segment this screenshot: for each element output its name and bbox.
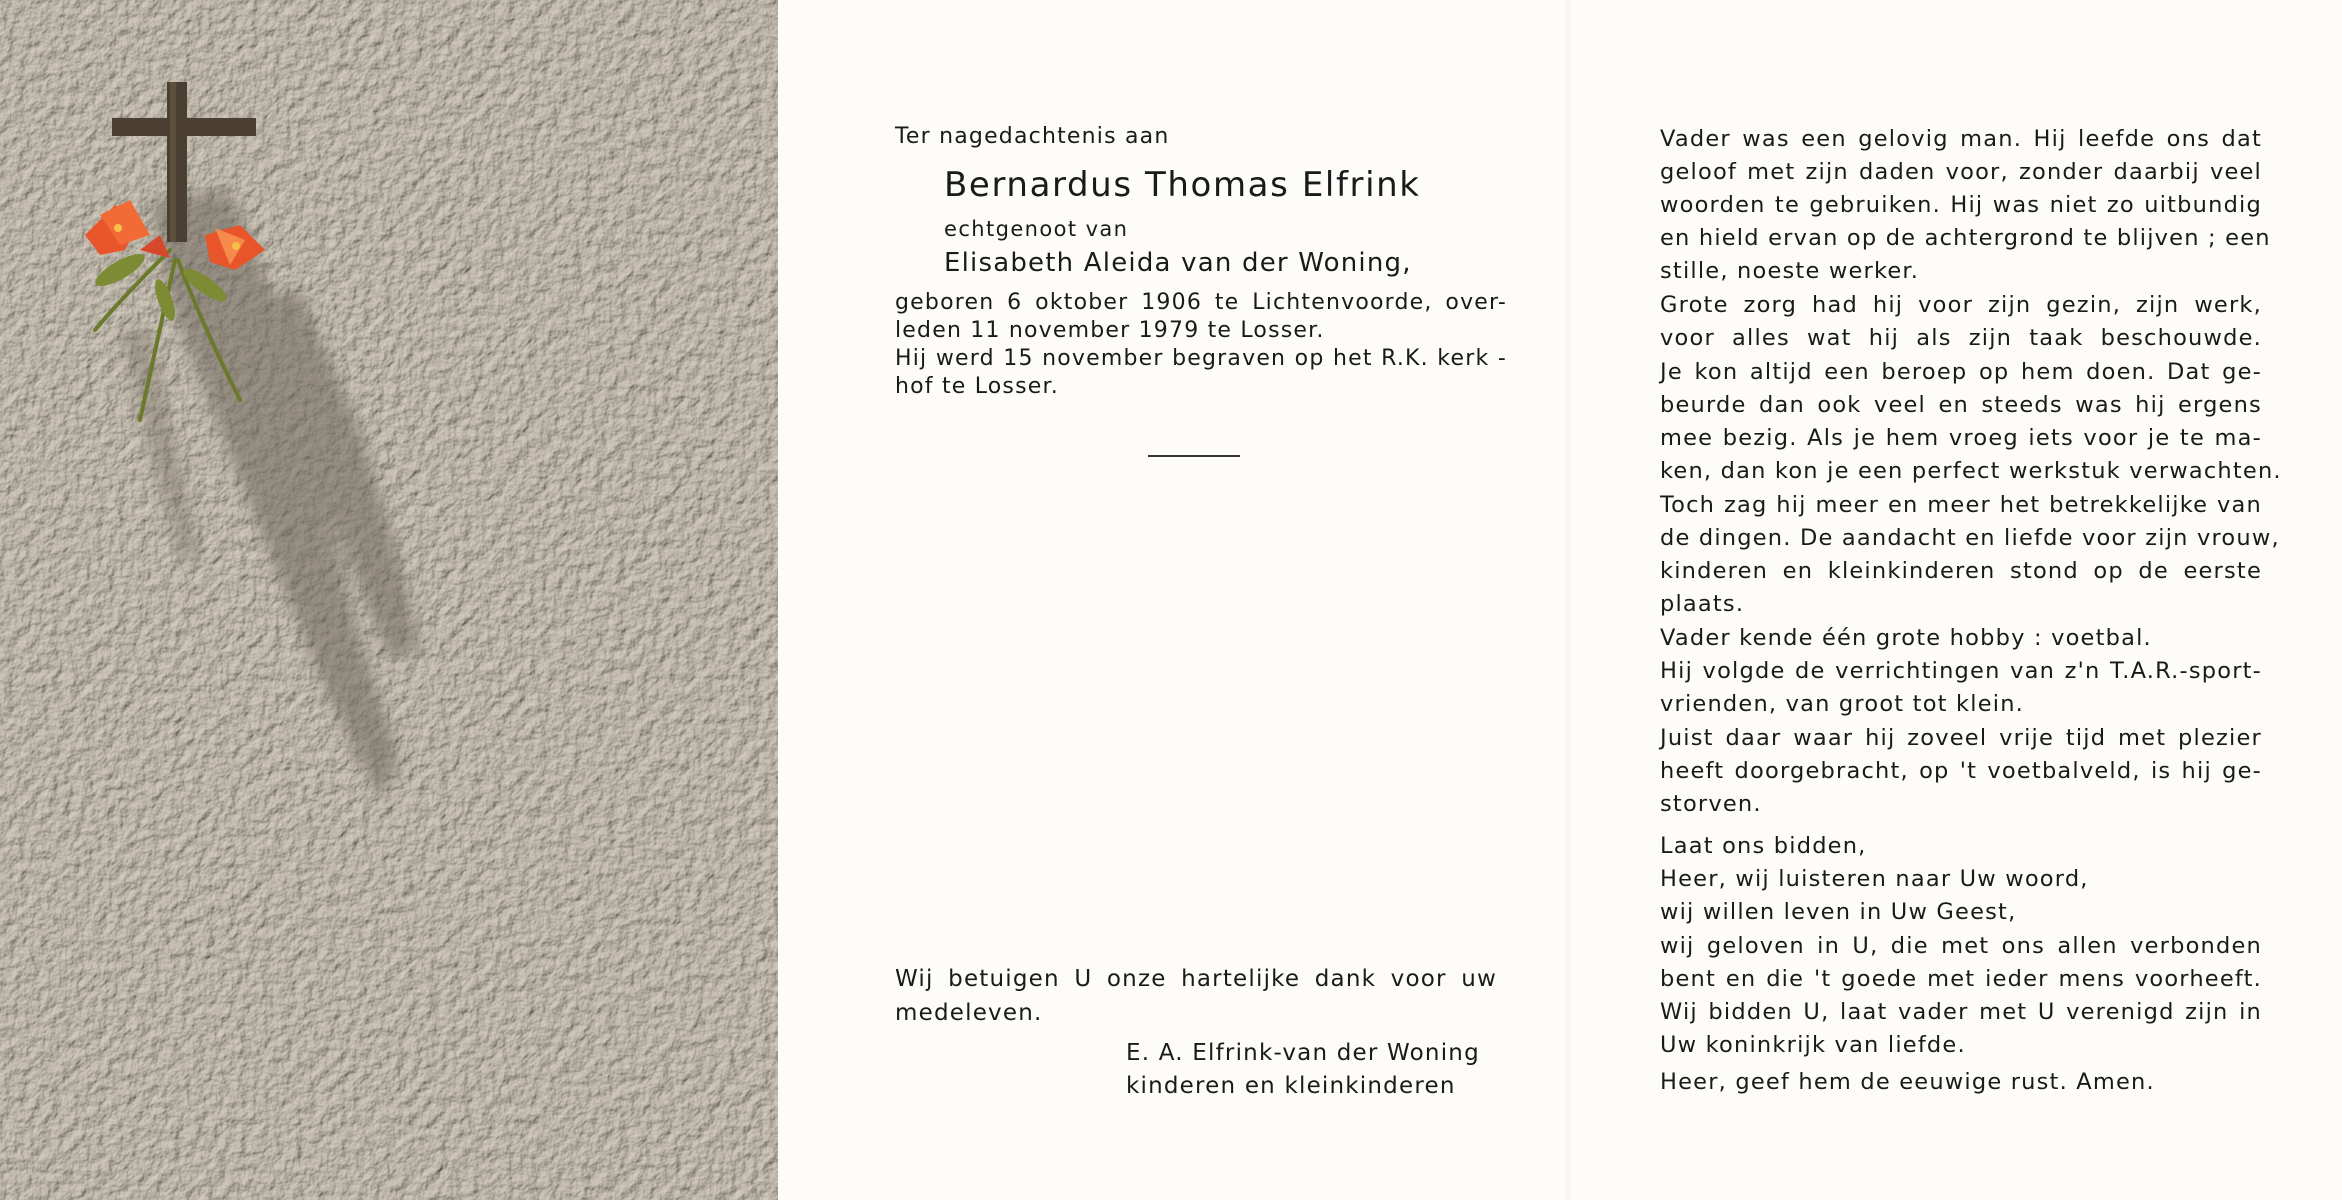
- text-line: beurde dan ook veel en steeds was hij ergens: [1660, 392, 2262, 418]
- prayer-line: Uw koninkrijk van liefde.: [1660, 1032, 1966, 1058]
- divider: [1148, 455, 1240, 457]
- intro-text: Ter nagedachtenis aan: [895, 124, 1170, 149]
- thanks-line: Wij betuigen U onze hartelijke dank voor uw: [895, 966, 1497, 992]
- memorial-card-text-page: [1568, 0, 2342, 1200]
- text-line: Grote zorg had hij voor zijn gezin, zijn werk,: [1660, 292, 2262, 318]
- details-line: leden 11 november 1979 te Losser.: [895, 318, 1325, 343]
- deceased-name: Bernardus Thomas Elfrink: [944, 165, 1421, 205]
- text-line: mee bezig. Als je hem vroeg iets voor je te ma-: [1660, 425, 2262, 451]
- prayer-line: bent en die 't goede met ieder mens voorheeft.: [1660, 966, 2262, 992]
- text-line: vrienden, van groot tot klein.: [1660, 691, 2025, 717]
- text-line: Vader kende één grote hobby : voetbal.: [1660, 625, 2152, 651]
- prayer-line: Heer, geef hem de eeuwige rust. Amen.: [1660, 1069, 2155, 1095]
- text-line: en hield ervan op de achtergrond te blijven ; een: [1660, 225, 2271, 251]
- text-line: Toch zag hij meer en meer het betrekkelijke van: [1660, 492, 2262, 518]
- text-line: kinderen en kleinkinderen stond op de eerste: [1660, 558, 2262, 584]
- details-line: hof te Losser.: [895, 374, 1059, 399]
- text-line: geloof met zijn daden voor, zonder daarbij veel: [1660, 159, 2262, 185]
- prayer-line: Wij bidden U, laat vader met U verenigd zijn in: [1660, 999, 2262, 1025]
- crucifix-with-lilies-icon: [0, 0, 778, 1200]
- memorial-photo: [0, 0, 778, 1200]
- thanks-line: medeleven.: [895, 1000, 1043, 1026]
- signature-line: E. A. Elfrink-van der Woning: [1126, 1040, 1480, 1066]
- text-line: Vader was een gelovig man. Hij leefde ons dat: [1660, 126, 2262, 152]
- prayer-line: Laat ons bidden,: [1660, 833, 1867, 859]
- details-line: geboren 6 oktober 1906 te Lichtenvoorde, over-: [895, 290, 1507, 315]
- details-line: Hij werd 15 november begraven op het R.K. kerk -: [895, 346, 1507, 371]
- prayer-line: wij geloven in U, die met ons allen verbonden: [1660, 933, 2262, 959]
- text-line: Hij volgde de verrichtingen van z'n T.A.R.-sport-: [1660, 658, 2262, 684]
- spouse-name: Elisabeth Aleida van der Woning,: [944, 248, 1412, 278]
- text-line: Je kon altijd een beroep op hem doen. Dat ge-: [1660, 359, 2262, 385]
- text-line: ken, dan kon je een perfect werkstuk verwachten.: [1660, 458, 2282, 484]
- text-line: voor alles wat hij als zijn taak beschouwde.: [1660, 325, 2262, 351]
- text-line: storven.: [1660, 791, 1762, 817]
- prayer-line: wij willen leven in Uw Geest,: [1660, 899, 2017, 925]
- text-line: stille, noeste werker.: [1660, 258, 1920, 284]
- spouse-label: echtgenoot van: [944, 217, 1129, 241]
- prayer-line: Heer, wij luisteren naar Uw woord,: [1660, 866, 2089, 892]
- text-line: heeft doorgebracht, op 't voetbalveld, is hij ge-: [1660, 758, 2262, 784]
- text-line: woorden te gebruiken. Hij was niet zo uitbundig: [1660, 192, 2262, 218]
- memorial-card-front: [778, 0, 1568, 1200]
- text-line: de dingen. De aandacht en liefde voor zijn vrouw,: [1660, 525, 2280, 551]
- text-line: plaats.: [1660, 591, 1745, 617]
- signature-line: kinderen en kleinkinderen: [1126, 1073, 1456, 1099]
- text-line: Juist daar waar hij zoveel vrije tijd met plezier: [1660, 725, 2262, 751]
